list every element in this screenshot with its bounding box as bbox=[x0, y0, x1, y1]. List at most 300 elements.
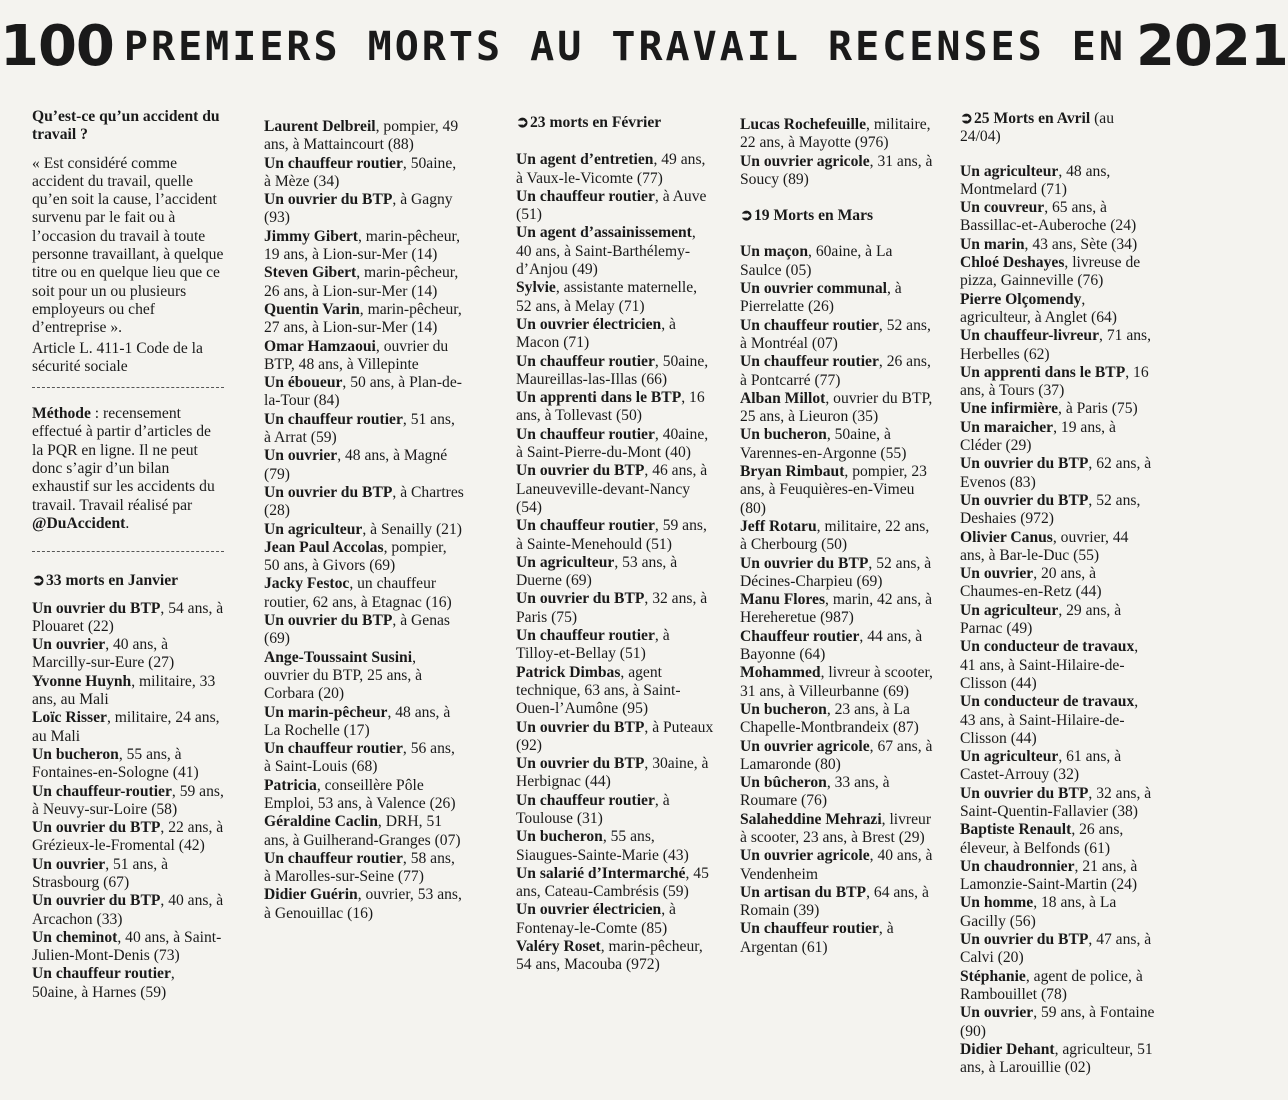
list-item bbox=[32, 783, 224, 820]
list-item bbox=[32, 819, 224, 856]
entry-details: , 59 ans, à Neuvy-sur-Loire (58) bbox=[32, 782, 224, 818]
entry-name: Un chauffeur routier bbox=[264, 410, 403, 428]
entry-name: Un ouvrier bbox=[264, 447, 338, 465]
entry-details: , 64 ans, à Romain (39) bbox=[740, 883, 929, 920]
list-item bbox=[740, 280, 936, 317]
column-3 bbox=[516, 114, 714, 975]
entry-name: Un chauffeur routier bbox=[740, 920, 879, 938]
entry-details: , marin-pêcheur, 27 ans, à Lion-sur-Mer (14) bbox=[264, 300, 462, 337]
list-item bbox=[32, 892, 224, 929]
entry-name: Un ouvrier bbox=[960, 565, 1034, 583]
list-item bbox=[960, 565, 1156, 602]
entry-name: Un ouvrier du BTP bbox=[264, 612, 393, 630]
entry-name: Un ouvrier bbox=[32, 636, 106, 654]
list-item bbox=[264, 447, 464, 484]
entry-name: Un marin-pêcheur bbox=[264, 703, 388, 721]
entry-name: Un chaudronnier bbox=[960, 857, 1075, 875]
entry-name: Un bucheron bbox=[740, 700, 827, 718]
title-number: 100 bbox=[0, 14, 114, 79]
entry-name: Pierre Olçomendy bbox=[960, 290, 1082, 308]
entry-name: Didier Guérin bbox=[264, 886, 358, 904]
list-item bbox=[740, 317, 936, 354]
entry-details: , à Fontenay-le-Comte (85) bbox=[516, 901, 676, 937]
entry-list-march bbox=[740, 243, 936, 957]
list-item bbox=[264, 612, 464, 649]
list-item bbox=[960, 236, 1156, 254]
entry-details: , 43 ans, Sète (34) bbox=[1024, 235, 1138, 253]
list-item bbox=[960, 1041, 1156, 1078]
entry-name: Ange-Toussaint Susini bbox=[264, 648, 413, 666]
list-item bbox=[740, 390, 936, 427]
list-item bbox=[264, 411, 464, 448]
list-item bbox=[516, 664, 714, 719]
entry-name: Un maçon bbox=[740, 243, 809, 261]
entry-name: Un marin bbox=[960, 235, 1025, 253]
entry-name: Un ouvrier du BTP bbox=[740, 554, 869, 572]
entry-name: Un ouvrier du BTP bbox=[960, 784, 1089, 802]
list-item bbox=[516, 426, 714, 463]
list-item bbox=[516, 590, 714, 627]
arrow-icon: ➲ bbox=[32, 572, 46, 590]
intro-quote: « Est considéré comme accident du travail, quelle qu’en soit la cause, l’accident survenu par le fait ou à l’occasion du travail à toute personne travaillant, à quelque titre ou en quelque lieu que ce soit pour un ou plusieurs employeurs ou chef d’entreprise ». bbox=[32, 154, 224, 337]
entry-name: Un chauffeur routier bbox=[740, 316, 879, 334]
entry-name: Stéphanie bbox=[960, 967, 1026, 985]
divider bbox=[32, 387, 224, 388]
entry-name: Un salarié d’Intermarché bbox=[516, 864, 686, 882]
entry-details: , 60aine, à La Saulce (05) bbox=[740, 243, 893, 279]
entry-name: Un ouvrier agricole bbox=[740, 737, 870, 755]
entry-name: Un agriculteur bbox=[960, 162, 1059, 180]
list-item bbox=[264, 740, 464, 777]
entry-details: , livreur à scooter, 31 ans, à Villeurbanne (69) bbox=[740, 664, 933, 700]
list-item bbox=[960, 455, 1156, 492]
entry-name: Steven Gibert bbox=[264, 264, 357, 282]
list-item bbox=[264, 301, 464, 338]
list-item bbox=[960, 291, 1156, 328]
entry-name: Un agriculteur bbox=[264, 520, 363, 538]
list-item bbox=[32, 856, 224, 893]
list-item bbox=[740, 591, 936, 628]
list-item bbox=[516, 224, 714, 279]
entry-details: , 50aine, à Varennes-en-Argonne (55) bbox=[740, 426, 907, 462]
list-item bbox=[740, 920, 936, 957]
month-heading-january: ➲33 morts en Janvier bbox=[32, 572, 179, 590]
entry-details: , 45 ans, Cateau-Cambrésis (59) bbox=[516, 864, 709, 901]
entry-details: , 40 ans, à Arcachon (33) bbox=[32, 892, 224, 928]
entry-details: , 48 ans, Montmelard (71) bbox=[960, 162, 1111, 198]
entry-details: , 30aine, à Herbignac (44) bbox=[516, 755, 709, 791]
entry-details: , un chauffeur routier, 62 ans, à Etagnac (16) bbox=[264, 575, 452, 611]
entry-details: , à Gagny (93) bbox=[264, 191, 453, 227]
list-item bbox=[960, 364, 1156, 401]
list-item bbox=[740, 664, 936, 701]
entry-name: Patricia bbox=[264, 776, 317, 794]
entry-details: , conseillère Pôle Emploi, 53 ans, à Valence (26) bbox=[264, 776, 456, 812]
list-item bbox=[264, 539, 464, 576]
list-item bbox=[960, 968, 1156, 1005]
method-label: Méthode bbox=[32, 405, 91, 423]
entry-name: Chloé Deshayes bbox=[960, 254, 1065, 272]
arrow-icon: ➲ bbox=[516, 114, 530, 131]
entry-name: Loïc Risser bbox=[32, 709, 107, 727]
list-item bbox=[516, 865, 714, 902]
entry-details: , 16 ans, à Tollevast (50) bbox=[516, 389, 705, 425]
list-item bbox=[516, 792, 714, 829]
entry-details: , 41 ans, à Saint-Hilaire-de-Clisson (44) bbox=[960, 638, 1139, 692]
list-item bbox=[264, 575, 464, 612]
method-end: . bbox=[125, 514, 130, 532]
list-item bbox=[264, 228, 464, 265]
entry-details: , 50 ans, à Plan-de-la-Tour (84) bbox=[264, 374, 462, 410]
entry-name: Alban Millot bbox=[740, 389, 826, 407]
method-handle: @DuAccident bbox=[32, 514, 126, 532]
entry-details: , à Macon (71) bbox=[516, 315, 676, 352]
list-item bbox=[960, 748, 1156, 785]
entry-name: Un chauffeur routier bbox=[516, 627, 655, 645]
entry-details: , 48 ans, à La Rochelle (17) bbox=[264, 703, 451, 739]
list-item bbox=[960, 529, 1156, 566]
month-heading-april: ➲25 Morts en Avril (au 24/04) bbox=[960, 110, 1115, 146]
list-item bbox=[740, 153, 936, 190]
entry-details: , 19 ans, à Cléder (29) bbox=[960, 418, 1116, 455]
list-item bbox=[740, 518, 936, 555]
list-item bbox=[960, 400, 1156, 418]
list-item bbox=[516, 462, 714, 517]
entry-name: Un ouvrier du BTP bbox=[516, 590, 645, 608]
list-item bbox=[516, 901, 714, 938]
list-item bbox=[264, 850, 464, 887]
entry-name: Lucas Rochefeuille bbox=[740, 116, 867, 133]
entry-name: Un chauffeur routier bbox=[516, 425, 655, 443]
entry-details: , DRH, 51 ans, à Guilherand-Granges (07) bbox=[264, 813, 461, 849]
entry-name: Un agent d’entretien bbox=[516, 151, 654, 169]
list-item bbox=[264, 777, 464, 814]
list-item bbox=[516, 517, 714, 554]
entry-name: Un chauffeur routier bbox=[516, 352, 655, 370]
entry-name: Un ouvrier du BTP bbox=[32, 892, 161, 910]
entry-details: , assistante maternelle, 52 ans, à Melay (71) bbox=[516, 279, 698, 315]
entry-details: , à Paris (75) bbox=[1058, 400, 1138, 418]
list-item bbox=[264, 813, 464, 850]
entry-name: Un conducteur de travaux bbox=[960, 638, 1135, 656]
entry-name: Un ouvrier du BTP bbox=[264, 191, 393, 209]
list-item bbox=[960, 638, 1156, 693]
arrow-icon: ➲ bbox=[960, 110, 974, 127]
list-item bbox=[516, 151, 714, 188]
entry-details: , 59 ans, à Sainte-Menehould (51) bbox=[516, 517, 707, 553]
list-item bbox=[264, 118, 464, 155]
entry-name: Jimmy Gibert bbox=[264, 227, 358, 245]
entry-name: Un ouvrier bbox=[32, 855, 106, 873]
entry-details: , agent de police, à Rambouillet (78) bbox=[960, 967, 1143, 1003]
method-text: : recensement effectué à partir d’articles de la PQR en ligne. Il ne peut donc s’agir d’un bilan exhaustif sur les accidents du travail. Travail réalisé par bbox=[32, 405, 215, 514]
entry-details: , agriculteur, 51 ans, à Larouillie (02) bbox=[960, 1040, 1153, 1077]
entry-name: Un chauffeur-routier bbox=[32, 782, 172, 800]
list-item bbox=[960, 931, 1156, 968]
entry-name: Didier Dehant bbox=[960, 1040, 1055, 1058]
entry-details: , ouvrier, 53 ans, à Genouillac (16) bbox=[264, 886, 462, 922]
entry-name: Un couvreur bbox=[960, 199, 1045, 217]
entry-details: , 29 ans, à Parnac (49) bbox=[960, 601, 1122, 638]
entry-details: , 47 ans, à Calvi (20) bbox=[960, 931, 1152, 967]
entry-details: , à Puteaux (92) bbox=[516, 718, 714, 754]
list-item bbox=[740, 426, 936, 463]
entry-details: , 51 ans, à Arrat (59) bbox=[264, 410, 455, 447]
entry-name: Un agriculteur bbox=[960, 748, 1059, 766]
entry-details: , ouvrier du BTP, 48 ans, à Villepinte bbox=[264, 337, 449, 373]
entry-details: , 40 ans, à Saint-Barthélemy-d’Anjou (49) bbox=[516, 224, 696, 279]
entry-details: , 59 ans, à Fontaine (90) bbox=[960, 1004, 1155, 1040]
intro-article: Article L. 411-1 Code de la sécurité sociale bbox=[32, 339, 203, 375]
arrow-icon: ➲ bbox=[740, 207, 754, 225]
entry-name: Salaheddine Mehrazi bbox=[740, 810, 882, 828]
entry-details: , 48 ans, à Magné (79) bbox=[264, 447, 448, 483]
entry-name: Un agriculteur bbox=[960, 601, 1059, 619]
list-item bbox=[960, 419, 1156, 456]
list-item bbox=[32, 746, 224, 783]
entry-details: , 43 ans, à Saint-Hilaire-de-Clisson (44) bbox=[960, 693, 1139, 747]
entry-details: , 67 ans, à Lamaronde (80) bbox=[740, 737, 933, 773]
list-item bbox=[960, 821, 1156, 858]
entry-details: , pompier, 23 ans, à Feuquières-en-Vimeu (80) bbox=[740, 463, 927, 517]
entry-name: Un bucheron bbox=[516, 828, 603, 846]
list-item bbox=[960, 254, 1156, 291]
list-item bbox=[264, 338, 464, 375]
page-title bbox=[0, 12, 1288, 82]
list-item bbox=[32, 709, 224, 746]
entry-details: , marin-pêcheur, 54 ans, Macouba (972) bbox=[516, 938, 703, 974]
list-item bbox=[960, 785, 1156, 822]
entry-name: Un ouvrier du BTP bbox=[516, 462, 645, 480]
entry-details: , marin, 42 ans, à Hereheretue (987) bbox=[740, 591, 933, 627]
list-item bbox=[32, 673, 224, 710]
list-item bbox=[960, 602, 1156, 639]
list-item bbox=[740, 884, 936, 921]
title-year: 2021 bbox=[1135, 14, 1288, 79]
method-paragraph bbox=[32, 405, 224, 533]
list-item bbox=[516, 188, 714, 225]
intro-question: Qu’est-ce qu’un accident du travail ? bbox=[32, 108, 220, 144]
entry-name: Un chauffeur routier bbox=[740, 353, 879, 371]
list-item bbox=[740, 847, 936, 884]
entry-name: Un ouvrier du BTP bbox=[960, 931, 1089, 949]
list-item bbox=[960, 693, 1156, 748]
entry-details: , 55 ans, Siaugues-Sainte-Marie (43) bbox=[516, 828, 689, 864]
entry-details: , 55 ans, à Fontaines-en-Sologne (41) bbox=[32, 745, 199, 782]
entry-details: , 51 ans, à Strasbourg (67) bbox=[32, 855, 168, 891]
entry-name: Yvonne Huynh bbox=[32, 672, 132, 690]
entry-name: Un ouvrier du BTP bbox=[516, 755, 645, 773]
list-item bbox=[516, 279, 714, 316]
entry-details: , agent technique, 63 ans, à Saint-Ouen-l’Aumône (95) bbox=[516, 663, 681, 718]
entry-name: Jeff Rotaru bbox=[740, 517, 817, 535]
column-1 bbox=[32, 108, 224, 1002]
entry-details: , à Senailly (21) bbox=[362, 520, 462, 538]
entry-name: Mohammed bbox=[740, 664, 821, 682]
entry-name: Un homme bbox=[960, 894, 1034, 912]
entry-details: , 32 ans, à Paris (75) bbox=[516, 590, 708, 626]
entry-details: , 23 ans, à La Chapelle-Montbrandeix (87) bbox=[740, 700, 919, 737]
entry-name: Un apprenti dans le BTP bbox=[516, 389, 682, 407]
entry-name: Un ouvrier du BTP bbox=[264, 483, 393, 501]
column-5 bbox=[960, 110, 1156, 1077]
entry-details: , ouvrier du BTP, 25 ans, à Lieuron (35) bbox=[740, 389, 933, 426]
entry-details: , livreuse de pizza, Gainneville (76) bbox=[960, 254, 1141, 290]
month-heading-march: ➲19 Morts en Mars bbox=[740, 207, 874, 225]
list-item bbox=[740, 353, 936, 390]
entry-list-january bbox=[32, 600, 224, 1003]
entry-list-january-cont bbox=[264, 118, 464, 923]
list-item bbox=[264, 704, 464, 741]
entry-details: , 33 ans, à Roumare (76) bbox=[740, 774, 890, 810]
entry-name: Un ouvrier du BTP bbox=[32, 599, 161, 617]
entry-details: , agriculteur, à Anglet (64) bbox=[960, 290, 1117, 326]
entry-name: Un agriculteur bbox=[516, 553, 615, 571]
entry-name: Un ouvrier du BTP bbox=[960, 491, 1089, 509]
list-item bbox=[516, 353, 714, 390]
entry-name: Olivier Canus bbox=[960, 528, 1053, 546]
entry-name: Un ouvrier agricole bbox=[740, 152, 870, 170]
list-item bbox=[516, 719, 714, 756]
list-item bbox=[740, 555, 936, 592]
entry-name: Un bucheron bbox=[32, 745, 119, 763]
entry-name: Omar Hamzaoui bbox=[264, 337, 376, 355]
list-item bbox=[516, 627, 714, 664]
entry-details: , marin-pêcheur, 19 ans, à Lion-sur-Mer (14) bbox=[264, 227, 460, 264]
entry-details: , marin-pêcheur, 26 ans, à Lion-sur-Mer (14) bbox=[264, 264, 459, 300]
entry-name: Un maraicher bbox=[960, 418, 1054, 436]
entry-name: Un ouvrier du BTP bbox=[960, 455, 1089, 473]
entry-details: , à Auve (51) bbox=[516, 187, 707, 224]
entry-name: Laurent Delbreil bbox=[264, 118, 376, 135]
column-4 bbox=[740, 116, 936, 957]
list-item bbox=[32, 636, 224, 673]
entry-details: , 62 ans, à Evenos (83) bbox=[960, 455, 1152, 491]
list-item bbox=[960, 858, 1156, 895]
list-item bbox=[960, 327, 1156, 364]
entry-name: Un chauffeur-livreur bbox=[960, 327, 1100, 345]
list-item bbox=[516, 316, 714, 353]
month-heading-february: ➲23 morts en Février bbox=[516, 114, 662, 131]
entry-details: , 40 ans, à Vendenheim bbox=[740, 847, 933, 883]
entry-details: , 46 ans, à Laneuveville-devant-Nancy (54) bbox=[516, 462, 708, 516]
entry-details: , 54 ans, à Plouaret (22) bbox=[32, 599, 224, 635]
list-item bbox=[740, 463, 936, 518]
entry-name: Un conducteur de travaux bbox=[960, 693, 1135, 711]
entry-name: Chauffeur routier bbox=[740, 627, 860, 645]
entry-details: , 31 ans, à Soucy (89) bbox=[740, 152, 933, 188]
entry-details: , ouvrier, 44 ans, à Bar-le-Duc (55) bbox=[960, 528, 1129, 564]
entry-details: , 44 ans, à Bayonne (64) bbox=[740, 627, 923, 664]
entry-name: Un chauffeur routier bbox=[516, 187, 655, 205]
entry-details: , 52 ans, à Décines-Charpieu (69) bbox=[740, 554, 932, 590]
entry-details: , militaire, 22 ans, à Mayotte (976) bbox=[740, 116, 931, 152]
entry-name: Un agent d’assainissement bbox=[516, 224, 692, 242]
list-item bbox=[740, 811, 936, 848]
entry-list-february-cont bbox=[740, 116, 936, 189]
entry-details: , 65 ans, à Bassillac-et-Auberoche (24) bbox=[960, 199, 1137, 235]
entry-details: , 26 ans, éleveur, à Belfonds (61) bbox=[960, 821, 1124, 857]
entry-details: , pompier, 49 ans, à Mattaincourt (88) bbox=[264, 118, 459, 154]
list-item bbox=[740, 738, 936, 775]
entry-details: , militaire, 24 ans, au Mali bbox=[32, 709, 220, 745]
list-item bbox=[960, 894, 1156, 931]
title-text: PREMIERS MORTS AU TRAVAIL RECENSES EN bbox=[123, 24, 1126, 70]
entry-details: , 61 ans, à Castet-Arrouy (32) bbox=[960, 748, 1122, 784]
list-item bbox=[264, 264, 464, 301]
entry-name: Un chauffeur routier bbox=[516, 791, 655, 809]
list-item bbox=[740, 243, 936, 280]
entry-details: , militaire, 22 ans, à Cherbourg (50) bbox=[740, 517, 930, 554]
entry-name: Manu Flores bbox=[740, 591, 826, 609]
list-item bbox=[516, 828, 714, 865]
entry-name: Un artisan du BTP bbox=[740, 883, 867, 901]
entry-list-february bbox=[516, 151, 714, 974]
entry-details: , 53 ans, à Duerne (69) bbox=[516, 553, 678, 590]
list-item bbox=[960, 163, 1156, 200]
divider bbox=[32, 551, 224, 552]
list-item bbox=[516, 938, 714, 975]
entry-details: , 49 ans, à Vaux-le-Vicomte (77) bbox=[516, 151, 706, 187]
entry-details: , 26 ans, à Pontcarré (77) bbox=[740, 353, 931, 389]
entry-details: , militaire, 33 ans, au Mali bbox=[32, 672, 216, 709]
entry-name: Une infirmière bbox=[960, 400, 1059, 418]
entry-details: , 71 ans, Herbelles (62) bbox=[960, 327, 1152, 363]
entry-name: Jacky Festoc bbox=[264, 575, 350, 593]
entry-details: , 40 ans, à Marcilly-sur-Eure (27) bbox=[32, 636, 175, 672]
list-item bbox=[264, 484, 464, 521]
entry-name: Bryan Rimbaut bbox=[740, 463, 845, 481]
list-item bbox=[264, 886, 464, 923]
entry-details: , 52 ans, à Montréal (07) bbox=[740, 316, 931, 352]
entry-details: , ouvrier du BTP, 25 ans, à Corbara (20) bbox=[264, 648, 423, 703]
entry-details: , 50aine, à Harnes (59) bbox=[32, 965, 175, 1001]
list-item bbox=[516, 755, 714, 792]
entry-details: , 16 ans, à Tours (37) bbox=[960, 363, 1149, 400]
list-item bbox=[264, 191, 464, 228]
entry-details: , 22 ans, à Grézieux-le-Fromental (42) bbox=[32, 819, 224, 855]
entry-details: , 32 ans, à Saint-Quentin-Fallavier (38) bbox=[960, 784, 1152, 820]
entry-details: , 20 ans, à Chaumes-en-Retz (44) bbox=[960, 565, 1102, 601]
entry-details: , à Genas (69) bbox=[264, 612, 450, 648]
entry-name: Valéry Roset bbox=[516, 938, 601, 956]
entry-name: Un chauffeur routier bbox=[264, 154, 403, 172]
entry-details: , 58 ans, à Marolles-sur-Seine (77) bbox=[264, 849, 455, 886]
list-item bbox=[516, 389, 714, 426]
entry-name: Un ouvrier du BTP bbox=[32, 819, 161, 837]
entry-name: Un bûcheron bbox=[740, 774, 827, 792]
entry-details: , à Toulouse (31) bbox=[516, 791, 670, 827]
list-item bbox=[740, 628, 936, 665]
entry-details: , à Pierrelatte (26) bbox=[740, 280, 902, 316]
entry-name: Un ouvrier du BTP bbox=[516, 718, 645, 736]
entry-name: Un cheminot bbox=[32, 928, 118, 946]
list-item bbox=[264, 374, 464, 411]
entry-details: , à Tilloy-et-Bellay (51) bbox=[516, 627, 670, 663]
entry-name: Un chauffeur routier bbox=[32, 965, 171, 983]
entry-details: , 56 ans, à Saint-Louis (68) bbox=[264, 740, 455, 776]
entry-details: , pompier, 50 ans, à Givors (69) bbox=[264, 538, 447, 575]
list-item bbox=[264, 155, 464, 192]
entry-name: Un éboueur bbox=[264, 374, 343, 392]
entry-name: Baptiste Renault bbox=[960, 821, 1072, 839]
column-2 bbox=[264, 118, 464, 923]
list-item bbox=[264, 649, 464, 704]
entry-name: Un ouvrier électricien bbox=[516, 315, 662, 333]
list-item bbox=[516, 554, 714, 591]
entry-name: Un ouvrier agricole bbox=[740, 847, 870, 865]
entry-name: Sylvie bbox=[516, 279, 556, 297]
